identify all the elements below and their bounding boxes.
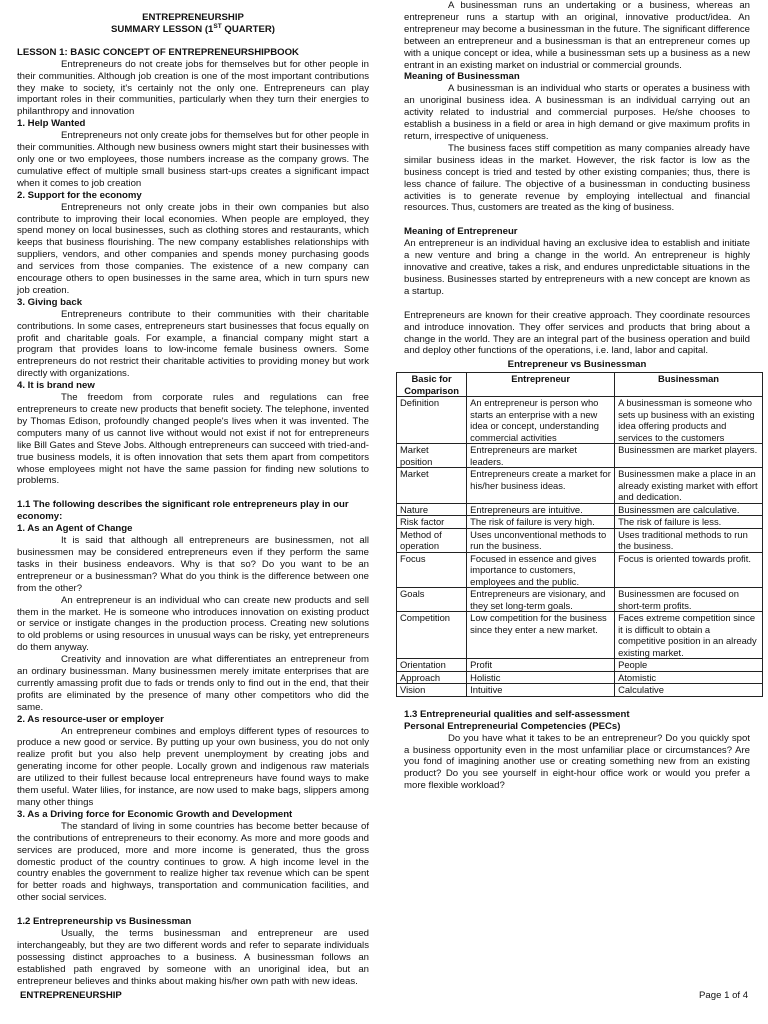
- table-cell: Goals: [397, 588, 467, 612]
- table-row: [397, 671, 763, 684]
- item-title: 2. Support for the economy: [17, 189, 142, 201]
- comparison-table: [396, 372, 763, 697]
- document-title: ENTREPRENEURSHIP: [142, 12, 244, 23]
- table-cell: Competition: [397, 612, 467, 659]
- table-cell: Entrepreneurs are intuitive.: [467, 503, 615, 516]
- subtitle-text-end: QUARTER): [221, 23, 275, 35]
- table-cell: Calculative: [615, 684, 763, 697]
- table-header-row: [397, 373, 763, 397]
- section11-heading: 1.1 The following describes the significant role entrepreneurs play in our economy:: [17, 499, 349, 523]
- item-title: 4. It is brand new: [17, 380, 95, 392]
- table-cell: Atomistic: [615, 671, 763, 684]
- table-cell: Focused in essence and gives importance to customers, employees and the public.: [467, 552, 615, 588]
- table-cell: Businessmen are focused on short-term profits.: [615, 588, 763, 612]
- section13-subheading: Personal Entrepreneurial Competencies (PECs): [404, 720, 621, 732]
- section12-paragraph-1: Usually, the terms businessman and entrepreneur are used interchangeably, but they are two different words and refer to separate individuals possessing distinct approaches to a business. A businessman follows an established path engraved by someone with an unoriginal idea, but an entrepreneur believes and thinks about making his/her own path with new ideas.: [17, 928, 369, 987]
- footer-title: ENTREPRENEURSHIP: [20, 990, 122, 1001]
- table-cell: Businessmen make a place in an already existing market with effort and dedication.: [615, 468, 763, 504]
- table-cell: The risk of failure is less.: [615, 516, 763, 529]
- meaning-entrepreneur-heading: Meaning of Entrepreneur: [404, 226, 518, 238]
- section12-heading: 1.2 Entrepreneurship vs Businessman: [17, 916, 192, 928]
- table-cell: The risk of failure is very high.: [467, 516, 615, 529]
- table-cell: Nature: [397, 503, 467, 516]
- section12-paragraph-2: A businessman runs an undertaking or a business, whereas an entrepreneur runs a startup with an original, innovative product/idea. An entrepreneur may become a businessman in the future. The significant difference between an entrepreneur and a businessman is that an entrepreneur comes up with a unique concept or idea, while a businessman sets up a business as a new entrant in an existing market on industrial or commercial grounds.: [404, 0, 750, 71]
- agent-paragraph-1: It is said that although all entrepreneurs are businessmen, not all businessmen may be considered entrepreneurs even if they perform the same tasks in their business endeavors. Why is that so? Do you want to be an entrepreneur or a businessman? What do you think is the difference between one from the other?: [17, 535, 369, 594]
- table-cell: Entrepreneurs are visionary, and they set long-term goals.: [467, 588, 615, 612]
- left-column: [17, 12, 369, 988]
- table-cell: Focus is oriented towards profit.: [615, 552, 763, 588]
- table-cell: Method of operation: [397, 528, 467, 552]
- document-subtitle: [17, 24, 369, 36]
- table-row: [397, 444, 763, 468]
- table-cell: Definition: [397, 397, 467, 444]
- agent-paragraph-3: Creativity and innovation are what differentiates an entrepreneur from an ordinary businessman. Many businessmen merely imitate enterprises that are currently amassing profit due to fads or trends only to find out in the end, that their profits are eliminated by the presence of many other competitors who did the same.: [17, 654, 369, 713]
- driving-paragraph: The standard of living in some countries has become better because of the contributions of entrepreneurs to their economy. As more and more goods and services are produced, more and more income is generated, thus the gross domestic product of the country continues to grow. A high income level in the country enables the government to realize higher tax revenue which can be spent for better roads and highways, transportation and communication facilities, and other social services.: [17, 820, 369, 904]
- table-cell: An entrepreneur is person who starts an enterprise with a new idea or concept, understanding commercial activities: [467, 397, 615, 444]
- section13-paragraph: Do you have what it takes to be an entrepreneur? Do you quickly spot a business opportunity even in the most unfamiliar place or circumstances? Are you fond of imagining another use or creating something new from an existing product? Do you see yourself in eight-hour office work or would you prefer a more flexible workload?: [404, 732, 750, 792]
- item-text: The freedom from corporate rules and regulations can free entrepreneurs to create new products that benefit society. The telephone, invented by Thomas Edison, profoundly changed people's lives when it was invented. The computers many of us cannot live without would not exist if not for entrepreneurs like Bill Gates and Steve Jobs. Although entrepreneurs can succeed with tried-and-true business models, it is often innovation that sets them apart from competitors whose employees might not have the same passion for finding new solutions to problems.: [17, 392, 369, 487]
- table-cell: Profit: [467, 659, 615, 672]
- table-cell: Approach: [397, 671, 467, 684]
- section13-heading: 1.3 Entrepreneurial qualities and self-assessment: [404, 708, 630, 720]
- item-text: Entrepreneurs contribute to their communities with their charitable contributions. In some cases, entrepreneurs start businesses that focus equally on profit and charitable goals. For example, a financial company might start a program that provides loans to low-income female business owners. Some entrepreneurs do not restrict their charitable activities to providing money but work directly with organizations.: [17, 308, 369, 380]
- item-text: Entrepreneurs not only create jobs for themselves but for other people in their communities. Although new business owners might start their businesses with only one or two employees, those numbers increase as the company grows. The cumulative effect of multiple small business start-ups creates a significant impact when it comes to job creation: [17, 130, 369, 189]
- item-title: 1. Help Wanted: [17, 118, 86, 130]
- table-cell: Intuitive: [467, 684, 615, 697]
- table-row: [397, 528, 763, 552]
- table-cell: Market: [397, 468, 467, 504]
- header-cell: Entrepreneur: [467, 373, 615, 397]
- table-row: [397, 588, 763, 612]
- table-cell: Businessmen are market players.: [615, 444, 763, 468]
- table-row: [397, 516, 763, 529]
- right-column: [400, 0, 758, 792]
- driving-title: 3. As a Driving force for Economic Growth and Development: [17, 808, 293, 820]
- subtitle-superscript: ST: [213, 22, 222, 30]
- table-cell: Focus: [397, 552, 467, 588]
- table-cell: Uses traditional methods to run the business.: [615, 528, 763, 552]
- resource-paragraph: An entrepreneur combines and employs different types of resources to produce a new good or service. By putting up your own business, you do not only realize profit but you also help prevent unemployment by creating jobs and generating income for other people. Locally grown and indigenous raw materials are utilized to their fullest because local entrepreneurs have found ways to make them useful. Water lilies, for instance, are now used to make bags, slippers among many other things: [17, 725, 369, 808]
- table-cell: People: [615, 659, 763, 672]
- table-cell: Holistic: [467, 671, 615, 684]
- table-row: [397, 659, 763, 672]
- page-number: Page 1 of 4: [699, 990, 749, 1001]
- comparison-table-title: Entrepreneur vs Businessman: [507, 359, 647, 371]
- meaning-entrepreneur-paragraph-2: Entrepreneurs are known for their creative approach. They coordinate resources and introduce innovation. They offer services and products that bring about a change in the world. They are an integral part of the business operation and build and deploy other functions of the operations, i.e. land, labor and capital.: [404, 309, 750, 357]
- table-cell: Entrepreneurs create a market for his/her business ideas.: [467, 468, 615, 504]
- table-cell: Market position: [397, 444, 467, 468]
- table-cell: Risk factor: [397, 516, 467, 529]
- header-cell: Businessman: [615, 373, 763, 397]
- table-cell: A businessman is someone who sets up business with an existing idea offering products and services to the customers: [615, 397, 763, 444]
- table-row: [397, 684, 763, 697]
- subtitle-text: SUMMARY LESSON (1: [111, 23, 214, 35]
- item-title: 3. Giving back: [17, 296, 83, 308]
- meaning-businessman-paragraph-1: A businessman is an individual who starts or operates a business with an unoriginal business idea. A businessman is an individual carrying out an activity related to industrial and commercial purposes. He/she chooses to establish a business in a field or area in high demand or give maximum profits in return, irrespective of uniqueness.: [404, 83, 750, 142]
- resource-title: 2. As resource-user or employer: [17, 713, 164, 725]
- table-row: [397, 612, 763, 659]
- table-row: [397, 552, 763, 588]
- table-cell: Entrepreneurs are market leaders.: [467, 444, 615, 468]
- lesson1-intro: Entrepreneurs do not create jobs for themselves but for other people in their communities. Although job creation is one of the most important contributions they make to society, it's certainly not the only one. Entrepreneurs can play important roles in their communities, particularly when they turn their energies to philanthropy and innovation: [17, 58, 369, 118]
- table-row: [397, 468, 763, 504]
- meaning-businessman-paragraph-2: The business faces stiff competition as many companies already have similar business ideas in the market. However, the risk factor is low as the business concept is tried and tested by other existing companies; thus, there is less chance of failure. The objective of a businessman in conducting business activities is to generate revenue by employing intellectual and financial resources. Thus, customers are treated as the king of business.: [404, 142, 750, 214]
- table-cell: Faces extreme competition since it is difficult to obtain a competitive position in an already existing market.: [615, 612, 763, 659]
- table-cell: Vision: [397, 684, 467, 697]
- table-cell: Businessmen are calculative.: [615, 503, 763, 516]
- header-cell: Basic for Comparison: [397, 373, 467, 397]
- item-text: Entrepreneurs not only create jobs in their own companies but also contribute to improving their local economies. When people are employed, they spend money on local businesses, such as clothing stores and restaurants, which keeps that business flourishing. The new company establishes relationships with suppliers, vendors, and other companies and spends money purchasing goods and services from those companies. The existence of a new company can encourage others to open businesses in the same area, which in turn spurs new job creation.: [17, 201, 369, 296]
- meaning-entrepreneur-paragraph-1: An entrepreneur is an individual having an exclusive idea to establish and initiate a new venture and bring a change in the world. An entrepreneur is highly innovative and creative, takes a risk, and endures unpredictable situations in the business. Businesses started by entrepreneurs with a new concept are known as a startup.: [404, 238, 750, 297]
- agent-title: 1. As an Agent of Change: [17, 523, 133, 535]
- table-row: [397, 397, 763, 444]
- meaning-businessman-heading: Meaning of Businessman: [404, 71, 520, 83]
- table-row: [397, 503, 763, 516]
- table-cell: Low competition for the business since they enter a new market.: [467, 612, 615, 659]
- table-cell: Uses unconventional methods to run the business.: [467, 528, 615, 552]
- table-cell: Orientation: [397, 659, 467, 672]
- lesson1-heading: LESSON 1: BASIC CONCEPT OF ENTREPRENEURSHIPBOOK: [17, 46, 299, 58]
- agent-paragraph-2: An entrepreneur is an individual who can create new products and sell them in the market. He is someone who introduces innovation on existing product or service or instigate changes in the production process. Creating new solutions to old problems or using resources in unusual ways can be risky, yet entrepreneurs do them anyway.: [17, 594, 369, 654]
